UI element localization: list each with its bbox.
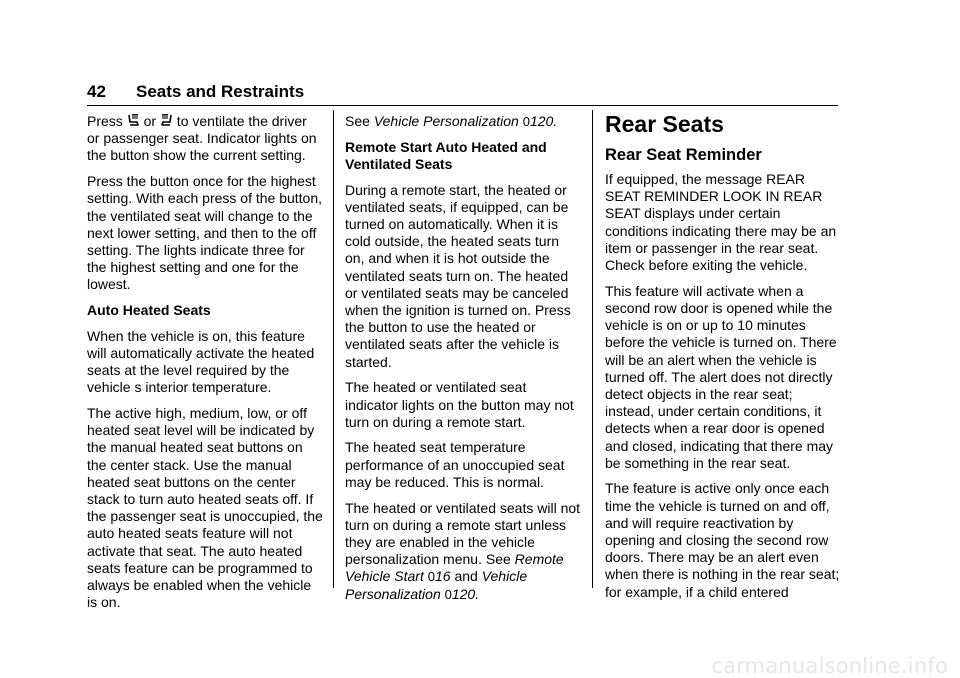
column-left: [87, 113, 323, 620]
ventilate-paragraph: Press or to ventilate the driver or passenger seat. Indicator lights on the button show the current setting.: [87, 113, 317, 164]
remote-vehicle-start-link[interactable]: Remote Vehicle Start: [345, 551, 564, 585]
watermark: carmanualsonline.info: [711, 654, 948, 678]
section-title: Seats and Restraints: [136, 82, 305, 101]
vehicle-personalization-link[interactable]: Vehicle Personalization: [345, 568, 528, 602]
auto-heated-seats-heading: Auto Heated Seats: [87, 302, 211, 319]
reminder-active-paragraph: The feature is active only once each time the vehicle is turned on and off, and will require reactivation by opening and closing the second row doors. There may be an alert even when there is nothing in the rear seat; for example, if a child entered: [605, 480, 840, 600]
reminder-activation-paragraph: This feature will activate when a second row door is opened while the vehicle is on or up to 10 minutes before the vehicle is turned on. There will be an alert when the vehicle is turned off. The alert does not directly detect objects in the rear seat; instead, under certain conditions, it detects when a rear door is opened and closed, indicating that there may be something in the rear seat.: [605, 282, 837, 471]
heated-level-paragraph: The active high, medium, low, or off heated seat level will be indicated by the manual heated seat buttons on the center stack. Use the manual heated seat buttons on the center stack to turn auto heated seats off. If the passenger seat is unoccupied, the auto heated seats feature will not activate that seat. The auto heated seats feature can be programmed to always be enabled when the vehicle is on.: [87, 405, 323, 611]
column-divider: [592, 110, 593, 588]
auto-heated-paragraph: When the vehicle is on, this feature will automatically activate the heated seats at the level required by the vehicle s interior temperature.: [87, 327, 315, 396]
rear-seat-reminder-heading: Rear Seat Reminder: [605, 146, 762, 164]
page-ref-16[interactable]: 16: [434, 568, 451, 585]
page-header: [87, 81, 838, 106]
page-reference-arrow-icon: 0: [427, 569, 435, 585]
column-divider: [333, 110, 334, 588]
driver-ventilated-seat-icon: [127, 114, 140, 128]
personalization-paragraph: The heated or ventilated seats will not turn on during a remote start unless they are enabled in the vehicle personalization menu. See Remote Vehicle Start 016 and Vehicle Personalization 0120.: [345, 499, 581, 602]
remote-start-heading: Remote Start Auto Heated and Ventilated Seats: [345, 138, 547, 172]
reminder-message-paragraph: If equipped, the message REAR SEAT REMINDER LOOK IN REAR SEAT displays under certain conditions indicating there may be an item or passenger in the rear seat. Check before exiting the vehicle.: [605, 171, 837, 274]
vehicle-personalization-link[interactable]: Vehicle Personalization: [373, 113, 519, 129]
unoccupied-seat-paragraph: The heated seat temperature performance of an unoccupied seat may be reduced. This is normal.: [345, 439, 565, 490]
page-reference-arrow-icon: 0: [444, 586, 452, 602]
ventilation-levels-paragraph: Press the button once for the highest setting. With each press of the button, the ventilated seat will change to the next lower setting, and then to the off setting. The lights indicate three for the highest setting and one for the lowest.: [87, 173, 323, 293]
passenger-ventilated-seat-icon: [160, 114, 173, 128]
see-reference-paragraph: See Vehicle Personalization 0120.: [345, 113, 558, 129]
page-ref-120[interactable]: 120: [529, 113, 554, 129]
indicator-lights-paragraph: The heated or ventilated seat indicator lights on the button may not turn on during a remote start.: [345, 379, 574, 430]
page-ref-120[interactable]: 120: [451, 585, 476, 602]
column-middle: [345, 113, 581, 611]
page-number: 42: [87, 82, 106, 101]
column-right: [605, 113, 843, 609]
page-reference-arrow-icon: 0: [522, 114, 530, 129]
remote-start-paragraph: During a remote start, the heated or ventilated seats, if equipped, can be turned on automatically. When it is cold outside, the heated seats turn on, and when it is hot outside the ventilated seats turn on. The heated or ventilated seats may be canceled when the ignition is turned on. Press the button to use the heated or ventilated seats after the vehicle is started.: [345, 181, 571, 370]
rear-seats-title: Rear Seats: [605, 111, 724, 137]
